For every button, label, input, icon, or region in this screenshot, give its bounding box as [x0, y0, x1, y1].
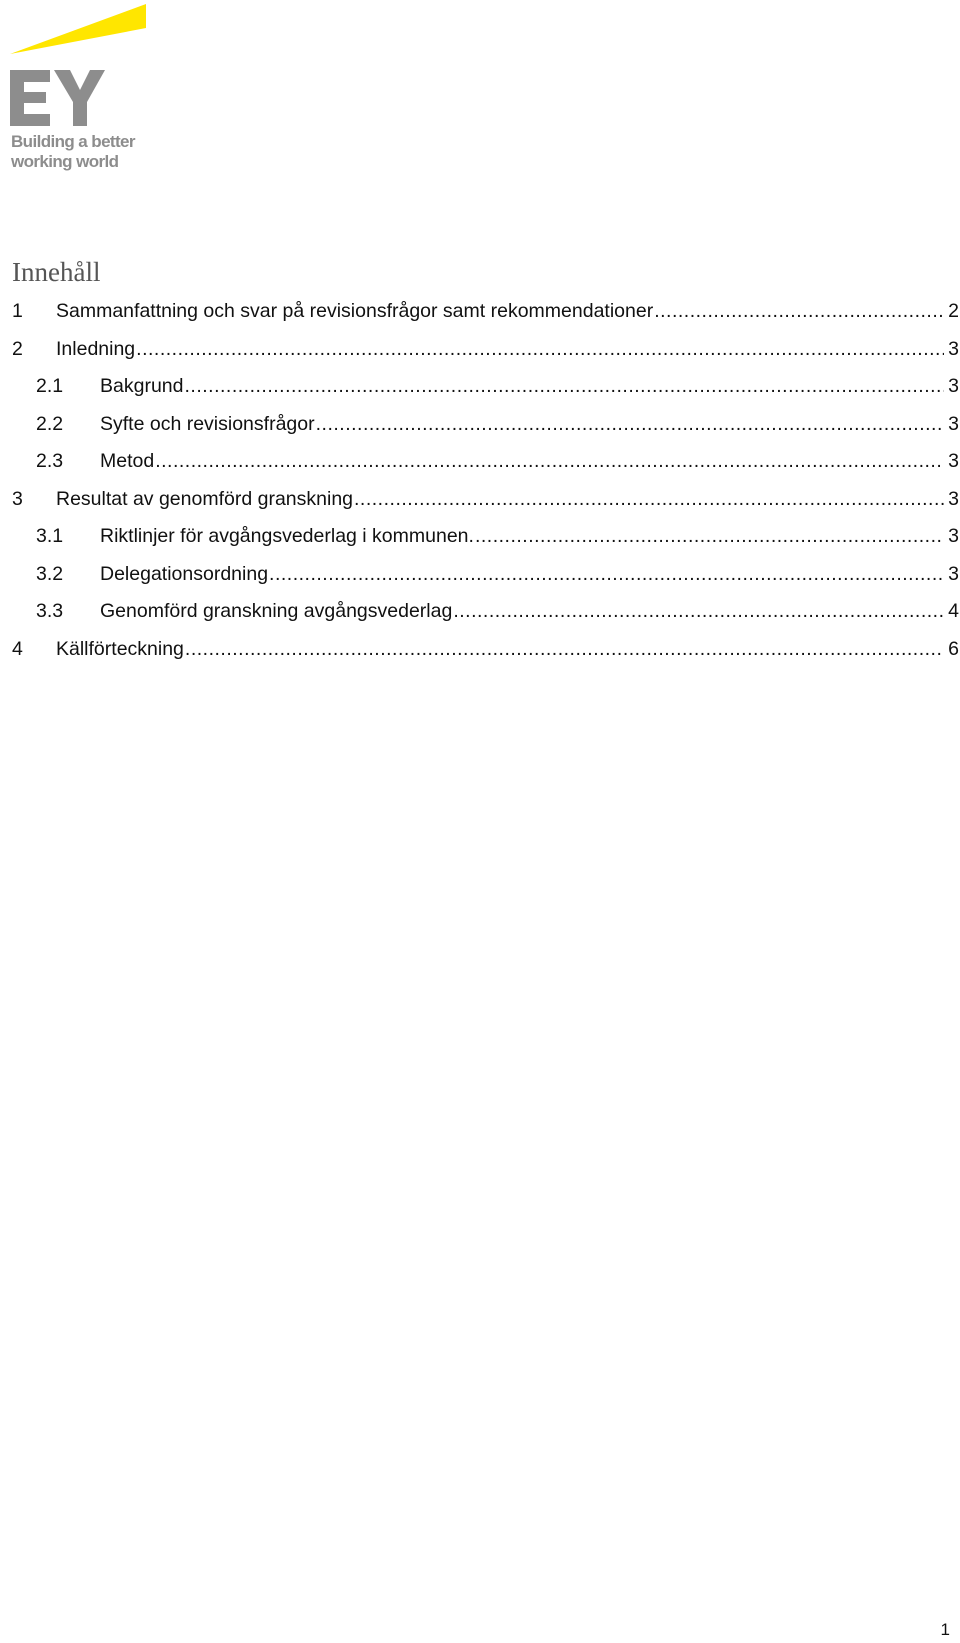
table-of-contents — [12, 293, 959, 668]
ey-tagline-line1: Building a better — [11, 132, 135, 151]
toc-entry-4[interactable] — [12, 631, 959, 669]
toc-entry-number: 2.2 — [36, 412, 64, 435]
toc-leader-dots — [316, 406, 944, 444]
ey-logo-beam — [10, 4, 146, 54]
toc-entry-label: Riktlinjer för avgångsvederlag i kommunen. — [100, 525, 474, 547]
toc-entry-number: 2.1 — [36, 375, 64, 397]
toc-entry-label: Bakgrund — [100, 375, 184, 397]
toc-entry-page: 6 — [948, 637, 959, 660]
toc-leader-dots — [269, 556, 944, 594]
toc-leader-dots — [354, 481, 944, 519]
toc-entry-label: Resultat av genomförd granskning — [56, 487, 354, 510]
toc-entry-3-3[interactable] — [12, 593, 959, 631]
toc-leader-dots — [453, 593, 944, 631]
toc-entry-number: 3 — [12, 487, 23, 510]
toc-entry-page: 4 — [948, 600, 959, 622]
toc-entry-label: Genomförd granskning avgångsvederlag — [100, 600, 453, 622]
toc-entry-3-1[interactable] — [12, 518, 959, 556]
toc-entry-label: Sammanfattning och svar på revisionsfrågor samt rekommendationer — [56, 300, 654, 322]
toc-entry-number: 3.3 — [36, 600, 64, 622]
ey-logo-letter-e — [10, 70, 50, 126]
toc-leader-dots — [184, 368, 944, 406]
toc-entry-2-2[interactable] — [12, 406, 959, 444]
toc-entry-3-2[interactable] — [12, 556, 959, 594]
toc-entry-page: 3 — [948, 337, 959, 360]
toc-entry-page: 3 — [948, 562, 959, 585]
ey-logo — [10, 4, 150, 174]
toc-entry-number: 4 — [12, 637, 23, 660]
toc-entry-label: Metod — [100, 450, 155, 472]
toc-entry-label: Delegationsordning — [100, 562, 269, 585]
toc-leader-dots — [185, 631, 944, 669]
toc-leader-dots — [654, 293, 944, 331]
toc-entry-page: 3 — [948, 450, 959, 472]
toc-entry-page: 3 — [948, 375, 959, 397]
toc-entry-number: 3.2 — [36, 562, 64, 585]
toc-entry-number: 2.3 — [36, 450, 64, 472]
toc-entry-number: 1 — [12, 300, 23, 322]
ey-tagline-line2: working world — [11, 152, 119, 171]
toc-entry-page: 3 — [948, 412, 959, 435]
toc-leader-dots — [475, 518, 944, 556]
toc-leader-dots — [136, 331, 944, 369]
toc-entry-number: 3.1 — [36, 525, 64, 547]
toc-entry-3[interactable] — [12, 481, 959, 519]
toc-entry-label: Syfte och revisionsfrågor — [100, 412, 315, 435]
toc-entry-label: Källförteckning — [56, 637, 184, 660]
page-number: 1 — [940, 1620, 950, 1639]
toc-entry-label: Inledning — [56, 337, 136, 360]
toc-entry-1[interactable] — [12, 293, 959, 331]
toc-entry-page: 2 — [948, 300, 959, 322]
toc-entry-page: 3 — [948, 487, 959, 510]
toc-leader-dots — [155, 443, 944, 481]
toc-entry-2[interactable] — [12, 331, 959, 369]
toc-entry-page: 3 — [948, 525, 959, 547]
ey-logo-mark — [10, 4, 150, 132]
toc-title: Innehåll — [12, 257, 101, 287]
toc-entry-number: 2 — [12, 337, 23, 360]
ey-logo-letter-y — [54, 70, 105, 126]
toc-entry-2-3[interactable] — [12, 443, 959, 481]
ey-tagline — [11, 132, 135, 172]
toc-entry-2-1[interactable] — [12, 368, 959, 406]
